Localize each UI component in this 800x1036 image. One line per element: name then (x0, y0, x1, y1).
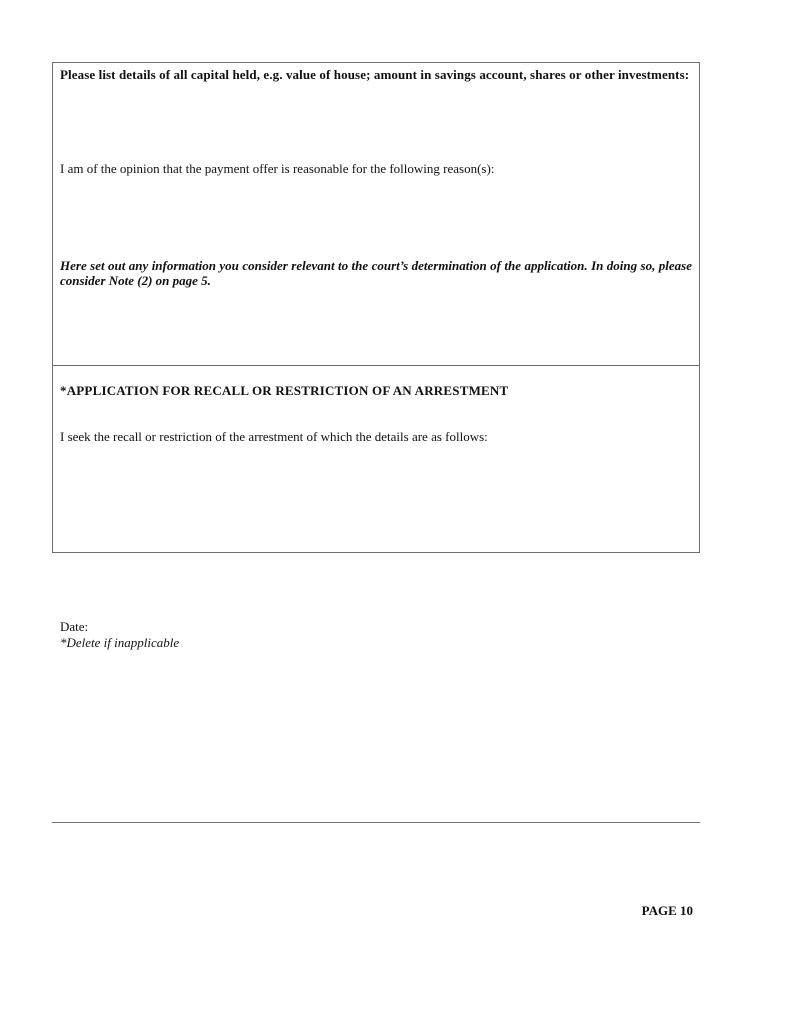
capital-section (53, 63, 699, 366)
arrestment-recall-section (53, 366, 699, 552)
arrestment-recall-heading: *APPLICATION FOR RECALL OR RESTRICTION OF AN ARRESTMENT (60, 383, 509, 398)
date-block (60, 619, 179, 651)
delete-note: *Delete if inapplicable (60, 635, 180, 650)
opinion-text: I am of the opinion that the payment offer is reasonable for the following reason(s): (60, 161, 495, 176)
capital-heading: Please list details of all capital held, e.g. value of house; amount in savings account, shares or other investments: (60, 67, 690, 82)
date-label: Date: (60, 619, 89, 634)
footer-rule (52, 822, 700, 823)
page-number: PAGE 10 (641, 903, 693, 918)
relevant-information-text: Here set out any information you consider relevant to the court’s determination of the application. In doing so, please consider Note (2) on page 5. (60, 258, 692, 288)
form-box (52, 62, 700, 553)
arrestment-details-text: I seek the recall or restriction of the arrestment of which the details are as follows: (60, 429, 488, 444)
